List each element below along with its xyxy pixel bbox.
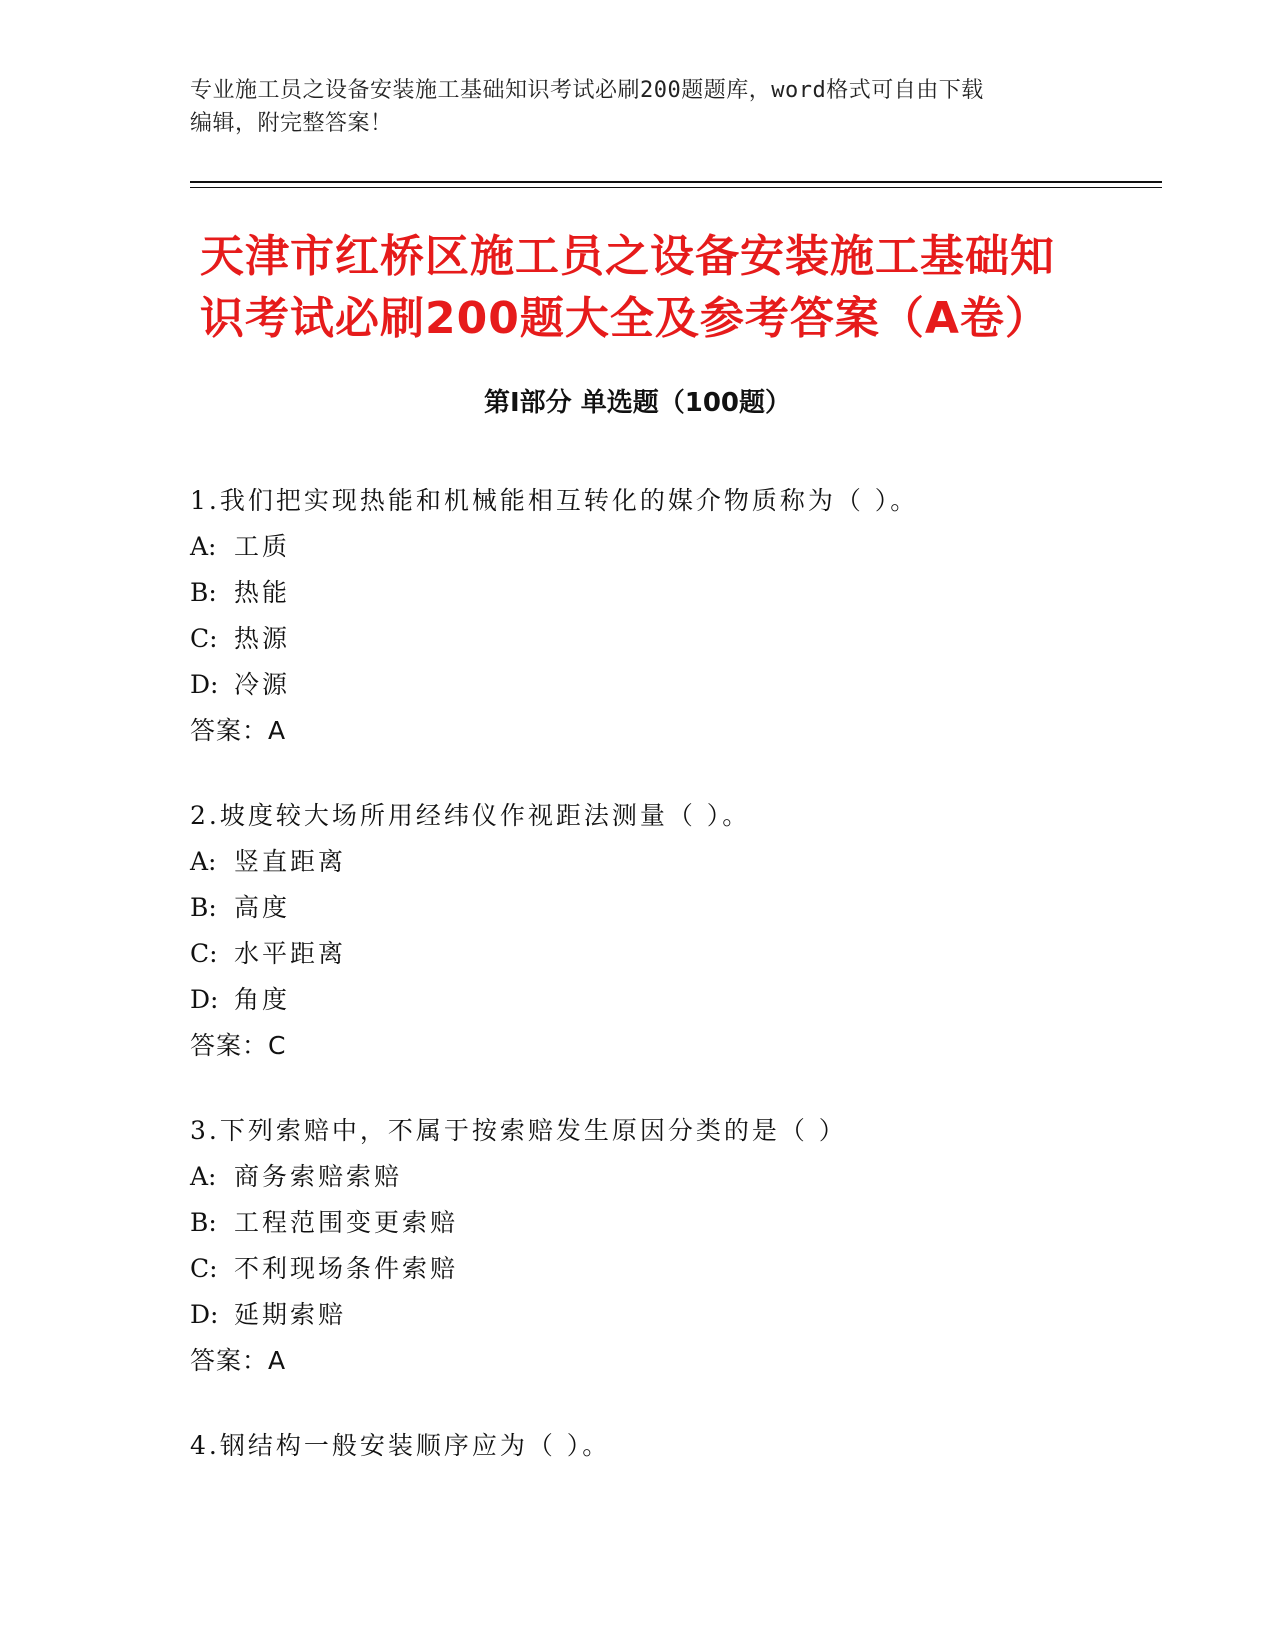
question-stem: 2.坡度较大场所用经纬仪作视距法测量（ ）。 bbox=[190, 801, 751, 830]
option-key: D: bbox=[190, 985, 219, 1014]
document-title-line-2: 识考试必刷200题大全及参考答案（A卷） bbox=[200, 293, 1050, 344]
answer-line: 答案：C bbox=[190, 1031, 287, 1060]
option-text: 延期索赔 bbox=[234, 1300, 347, 1329]
option-key: D: bbox=[190, 670, 219, 699]
header-note bbox=[190, 74, 1080, 140]
document-title-line-1: 天津市红桥区施工员之设备安装施工基础知 bbox=[200, 231, 1055, 282]
option-key: B: bbox=[190, 578, 217, 607]
question-2 bbox=[190, 793, 1170, 1069]
answer-line: 答案：A bbox=[190, 716, 287, 745]
option-d bbox=[190, 1292, 1170, 1338]
option-key: D: bbox=[190, 1300, 219, 1329]
question-stem: 3.下列索赔中，不属于按索赔发生原因分类的是（ ） bbox=[190, 1116, 847, 1145]
option-text: 热源 bbox=[234, 624, 291, 653]
option-key: B: bbox=[190, 893, 217, 922]
option-c bbox=[190, 1246, 1170, 1292]
header-note-line-1: 专业施工员之设备安装施工基础知识考试必刷200题题库，word格式可自由下载 bbox=[190, 78, 984, 103]
question-stem: 1.我们把实现热能和机械能相互转化的媒介物质称为（ ）。 bbox=[190, 486, 919, 515]
option-c bbox=[190, 616, 1170, 662]
question-4 bbox=[190, 1423, 1170, 1469]
option-d bbox=[190, 662, 1170, 708]
option-text: 工程范围变更索赔 bbox=[234, 1208, 459, 1237]
question-3 bbox=[190, 1108, 1170, 1384]
header-divider-thick bbox=[190, 181, 1162, 183]
answer-line: 答案：A bbox=[190, 1346, 287, 1375]
option-a bbox=[190, 839, 1170, 885]
option-key: A: bbox=[190, 847, 217, 876]
header-note-line-2: 编辑，附完整答案！ bbox=[190, 111, 393, 136]
option-b bbox=[190, 1200, 1170, 1246]
option-key: C: bbox=[190, 939, 218, 968]
option-a bbox=[190, 524, 1170, 570]
option-text: 竖直距离 bbox=[234, 847, 347, 876]
option-a bbox=[190, 1154, 1170, 1200]
document-title bbox=[200, 226, 1100, 350]
option-text: 热能 bbox=[234, 578, 291, 607]
option-key: A: bbox=[190, 1162, 217, 1191]
option-text: 角度 bbox=[234, 985, 291, 1014]
question-list bbox=[190, 478, 1170, 1508]
question-stem: 4.钢结构一般安装顺序应为（ ）。 bbox=[190, 1431, 611, 1460]
option-text: 水平距离 bbox=[234, 939, 347, 968]
header-divider-thin bbox=[190, 187, 1162, 188]
option-text: 不利现场条件索赔 bbox=[234, 1254, 459, 1283]
option-key: C: bbox=[190, 1254, 218, 1283]
option-key: C: bbox=[190, 624, 218, 653]
option-c bbox=[190, 931, 1170, 977]
option-key: A: bbox=[190, 532, 217, 561]
option-text: 高度 bbox=[234, 893, 291, 922]
option-d bbox=[190, 977, 1170, 1023]
option-text: 冷源 bbox=[234, 670, 291, 699]
section-title: 第Ⅰ部分 单选题（100题） bbox=[484, 388, 791, 418]
option-key: B: bbox=[190, 1208, 217, 1237]
option-text: 工质 bbox=[234, 532, 291, 561]
option-text: 商务索赔索赔 bbox=[234, 1162, 403, 1191]
question-1 bbox=[190, 478, 1170, 754]
option-b bbox=[190, 570, 1170, 616]
option-b bbox=[190, 885, 1170, 931]
